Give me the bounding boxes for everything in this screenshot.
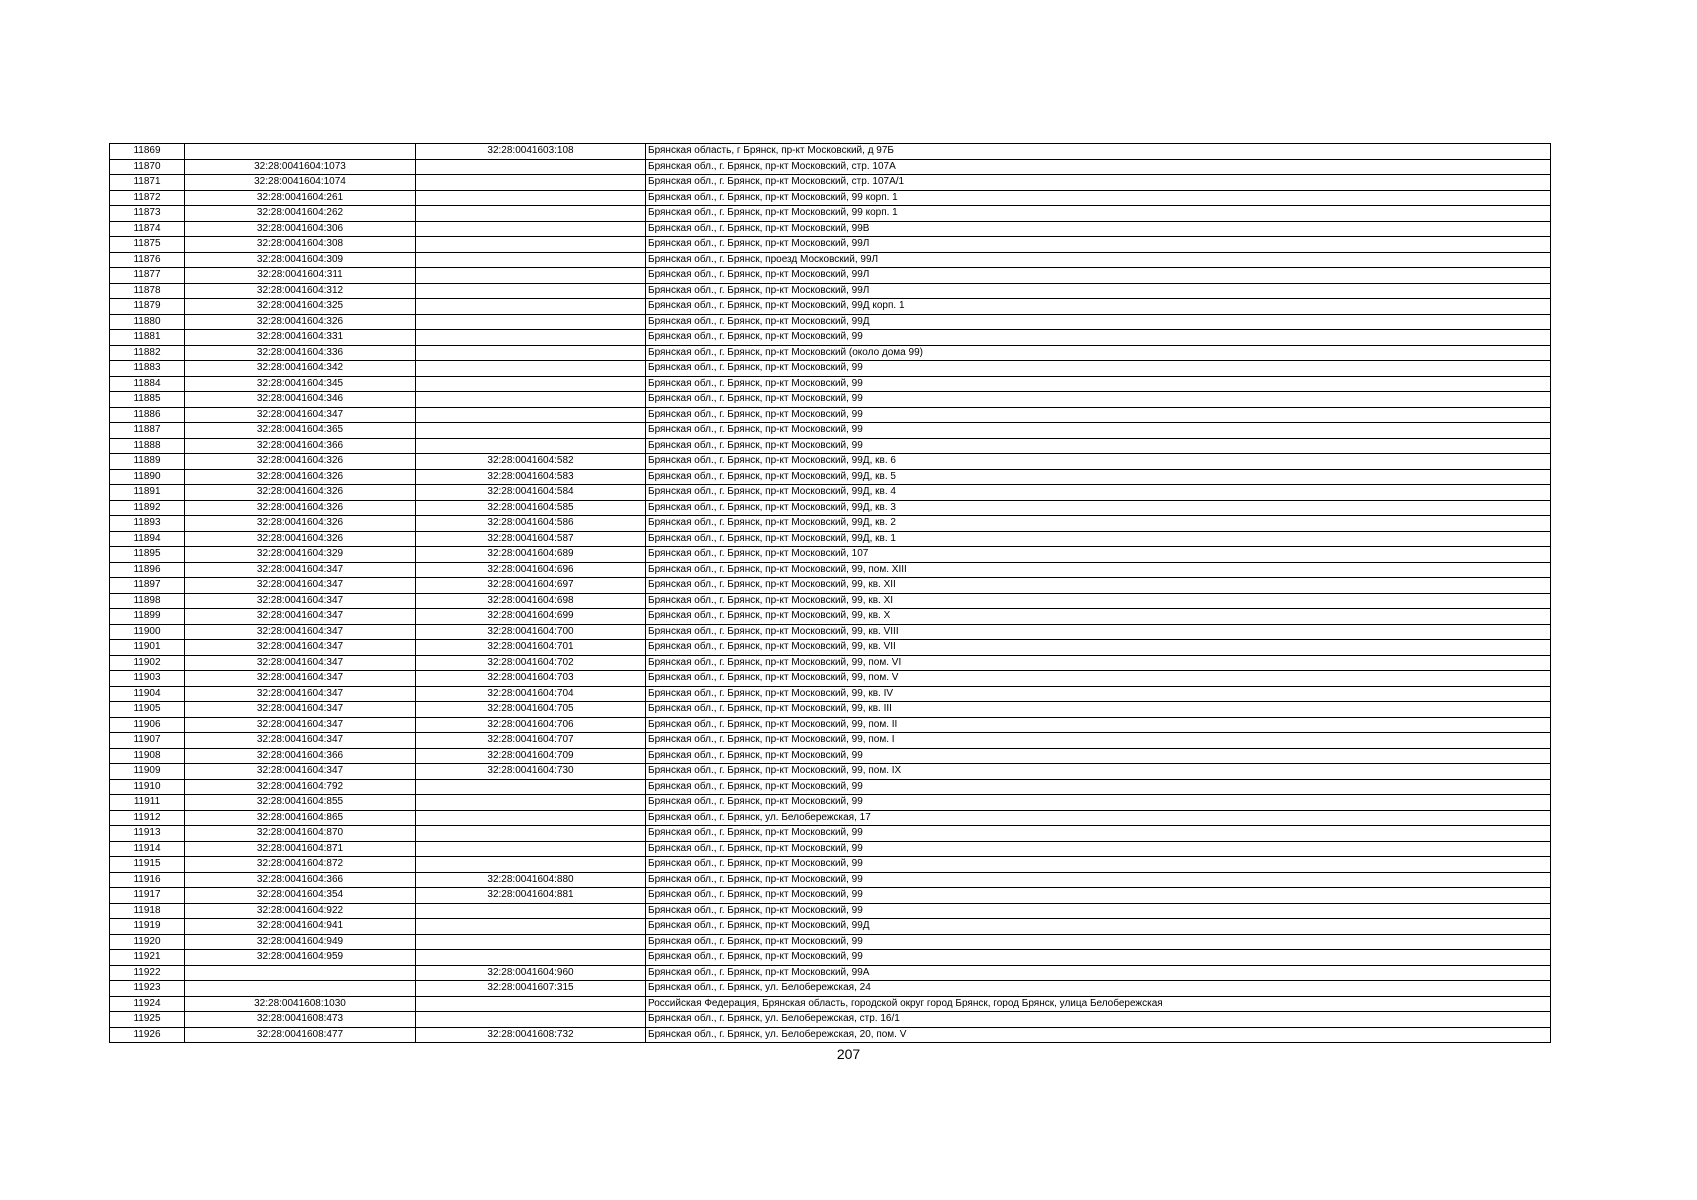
- row-number-cell: 11922: [110, 965, 185, 981]
- table-row: [110, 779, 1551, 795]
- object-number-cell: [416, 314, 646, 330]
- row-number-cell: 11894: [110, 531, 185, 547]
- parcel-number-cell: [185, 965, 416, 981]
- parcel-number-cell: 32:28:0041604:870: [185, 826, 416, 842]
- address-cell: Брянская обл., г. Брянск, пр-кт Московский, 99В: [646, 221, 1551, 237]
- address-cell: Брянская обл., г. Брянск, ул. Белобережская, стр. 16/1: [646, 1012, 1551, 1028]
- address-cell: Брянская обл., г. Брянск, пр-кт Московский, 99: [646, 330, 1551, 346]
- address-cell: Брянская обл., г. Брянск, пр-кт Московский, 99: [646, 826, 1551, 842]
- row-number-cell: 11875: [110, 237, 185, 253]
- object-number-cell: [416, 330, 646, 346]
- parcel-number-cell: [185, 981, 416, 997]
- address-cell: Брянская обл., г. Брянск, пр-кт Московский, 99, пом. IX: [646, 764, 1551, 780]
- address-cell: Брянская обл., г. Брянск, пр-кт Московский, 99, пом. I: [646, 733, 1551, 749]
- table-row: [110, 314, 1551, 330]
- row-number-cell: 11904: [110, 686, 185, 702]
- address-cell: Брянская обл., г. Брянск, пр-кт Московский, стр. 107А: [646, 159, 1551, 175]
- parcel-number-cell: 32:28:0041604:366: [185, 438, 416, 454]
- parcel-number-cell: 32:28:0041604:261: [185, 190, 416, 206]
- row-number-cell: 11884: [110, 376, 185, 392]
- table-row: [110, 934, 1551, 950]
- parcel-number-cell: 32:28:0041604:347: [185, 655, 416, 671]
- parcel-number-cell: 32:28:0041604:347: [185, 764, 416, 780]
- row-number-cell: 11896: [110, 562, 185, 578]
- object-number-cell: 32:28:0041604:585: [416, 500, 646, 516]
- object-number-cell: [416, 795, 646, 811]
- table-row: [110, 252, 1551, 268]
- row-number-cell: 11915: [110, 857, 185, 873]
- object-number-cell: 32:28:0041604:587: [416, 531, 646, 547]
- parcel-number-cell: 32:28:0041604:347: [185, 717, 416, 733]
- address-cell: Брянская обл., г. Брянск, пр-кт Московский, 99: [646, 888, 1551, 904]
- row-number-cell: 11889: [110, 454, 185, 470]
- address-cell: Брянская обл., г. Брянск, пр-кт Московский, 99: [646, 795, 1551, 811]
- parcel-number-cell: 32:28:0041604:329: [185, 547, 416, 563]
- address-cell: Брянская обл., г. Брянск, пр-кт Московский, 99Д, кв. 2: [646, 516, 1551, 532]
- row-number-cell: 11887: [110, 423, 185, 439]
- address-cell: Брянская обл., г. Брянск, пр-кт Московский, 99А: [646, 965, 1551, 981]
- object-number-cell: 32:28:0041604:706: [416, 717, 646, 733]
- parcel-number-cell: 32:28:0041604:311: [185, 268, 416, 284]
- row-number-cell: 11909: [110, 764, 185, 780]
- parcel-number-cell: 32:28:0041604:1074: [185, 175, 416, 191]
- table-row: [110, 810, 1551, 826]
- row-number-cell: 11908: [110, 748, 185, 764]
- parcel-number-cell: 32:28:0041604:872: [185, 857, 416, 873]
- object-number-cell: 32:28:0041604:689: [416, 547, 646, 563]
- parcel-number-cell: [185, 144, 416, 160]
- table-body: [110, 144, 1551, 1043]
- object-number-cell: [416, 361, 646, 377]
- parcel-number-cell: 32:28:0041604:347: [185, 640, 416, 656]
- object-number-cell: 32:28:0041604:707: [416, 733, 646, 749]
- table-row: [110, 423, 1551, 439]
- object-number-cell: [416, 345, 646, 361]
- table-row: [110, 144, 1551, 160]
- row-number-cell: 11899: [110, 609, 185, 625]
- address-cell: Брянская обл., г. Брянск, пр-кт Московский, 99Л: [646, 268, 1551, 284]
- object-number-cell: [416, 206, 646, 222]
- address-cell: Брянская обл., г. Брянск, пр-кт Московский, 99: [646, 407, 1551, 423]
- address-cell: Брянская обл., г. Брянск, пр-кт Московский, 99Л: [646, 283, 1551, 299]
- row-number-cell: 11924: [110, 996, 185, 1012]
- parcel-number-cell: 32:28:0041604:325: [185, 299, 416, 315]
- parcel-number-cell: 32:28:0041604:922: [185, 903, 416, 919]
- row-number-cell: 11910: [110, 779, 185, 795]
- table-row: [110, 624, 1551, 640]
- address-cell: Брянская обл., г. Брянск, пр-кт Московский, 99, пом. V: [646, 671, 1551, 687]
- address-cell: Брянская обл., г. Брянск, пр-кт Московский, 99: [646, 423, 1551, 439]
- object-number-cell: 32:28:0041604:701: [416, 640, 646, 656]
- row-number-cell: 11918: [110, 903, 185, 919]
- object-number-cell: 32:28:0041604:583: [416, 469, 646, 485]
- address-cell: Брянская обл., г. Брянск, пр-кт Московский, 107: [646, 547, 1551, 563]
- row-number-cell: 11874: [110, 221, 185, 237]
- table-row: [110, 640, 1551, 656]
- table-row: [110, 919, 1551, 935]
- table-row: [110, 469, 1551, 485]
- table-row: [110, 531, 1551, 547]
- table-row: [110, 500, 1551, 516]
- table-row: [110, 454, 1551, 470]
- row-number-cell: 11898: [110, 593, 185, 609]
- row-number-cell: 11878: [110, 283, 185, 299]
- object-number-cell: [416, 159, 646, 175]
- parcel-number-cell: 32:28:0041604:347: [185, 609, 416, 625]
- parcel-number-cell: 32:28:0041604:326: [185, 314, 416, 330]
- row-number-cell: 11903: [110, 671, 185, 687]
- parcel-number-cell: 32:28:0041604:347: [185, 686, 416, 702]
- parcel-number-cell: 32:28:0041604:354: [185, 888, 416, 904]
- parcel-number-cell: 32:28:0041604:326: [185, 469, 416, 485]
- object-number-cell: [416, 996, 646, 1012]
- table-row: [110, 733, 1551, 749]
- row-number-cell: 11919: [110, 919, 185, 935]
- table-row: [110, 1012, 1551, 1028]
- address-cell: Брянская обл., г. Брянск, пр-кт Московский, 99Д, кв. 6: [646, 454, 1551, 470]
- address-cell: Брянская обл., г. Брянск, пр-кт Московский, 99: [646, 857, 1551, 873]
- table-row: [110, 299, 1551, 315]
- table-row: [110, 438, 1551, 454]
- row-number-cell: 11912: [110, 810, 185, 826]
- table-row: [110, 407, 1551, 423]
- parcel-number-cell: 32:28:0041604:366: [185, 872, 416, 888]
- row-number-cell: 11877: [110, 268, 185, 284]
- parcel-number-cell: 32:28:0041604:347: [185, 407, 416, 423]
- parcel-number-cell: 32:28:0041604:855: [185, 795, 416, 811]
- parcel-number-cell: 32:28:0041608:473: [185, 1012, 416, 1028]
- address-cell: Брянская обл., г. Брянск, пр-кт Московский, 99: [646, 779, 1551, 795]
- row-number-cell: 11921: [110, 950, 185, 966]
- address-cell: Брянская обл., г. Брянск, ул. Белобережская, 17: [646, 810, 1551, 826]
- parcel-number-cell: 32:28:0041604:309: [185, 252, 416, 268]
- parcel-number-cell: 32:28:0041604:365: [185, 423, 416, 439]
- parcel-number-cell: 32:28:0041604:347: [185, 593, 416, 609]
- table-row: [110, 221, 1551, 237]
- address-cell: Брянская обл., г. Брянск, пр-кт Московский, 99Д, кв. 4: [646, 485, 1551, 501]
- address-cell: Брянская обл., г. Брянск, пр-кт Московский, стр. 107А/1: [646, 175, 1551, 191]
- table-row: [110, 903, 1551, 919]
- address-cell: Брянская обл., г. Брянск, ул. Белобережская, 20, пом. V: [646, 1027, 1551, 1043]
- row-number-cell: 11907: [110, 733, 185, 749]
- table-row: [110, 950, 1551, 966]
- object-number-cell: [416, 299, 646, 315]
- table-row: [110, 826, 1551, 842]
- table-row: [110, 330, 1551, 346]
- parcel-number-cell: 32:28:0041604:346: [185, 392, 416, 408]
- object-number-cell: 32:28:0041604:697: [416, 578, 646, 594]
- row-number-cell: 11871: [110, 175, 185, 191]
- table-row: [110, 686, 1551, 702]
- parcel-number-cell: 32:28:0041604:871: [185, 841, 416, 857]
- address-cell: Брянская обл., г. Брянск, пр-кт Московский, 99: [646, 841, 1551, 857]
- object-number-cell: [416, 221, 646, 237]
- table-row: [110, 996, 1551, 1012]
- object-number-cell: [416, 392, 646, 408]
- address-cell: Брянская обл., г. Брянск, пр-кт Московский, 99, кв. X: [646, 609, 1551, 625]
- table-row: [110, 795, 1551, 811]
- row-number-cell: 11893: [110, 516, 185, 532]
- parcel-number-cell: 32:28:0041604:326: [185, 516, 416, 532]
- address-cell: Брянская обл., г. Брянск, пр-кт Московский, 99, пом. VI: [646, 655, 1551, 671]
- address-cell: Брянская обл., г. Брянск, пр-кт Московский, 99, кв. IV: [646, 686, 1551, 702]
- parcel-number-cell: 32:28:0041604:345: [185, 376, 416, 392]
- table-row: [110, 485, 1551, 501]
- address-cell: Брянская обл., г. Брянск, пр-кт Московский, 99Л: [646, 237, 1551, 253]
- table-row: [110, 857, 1551, 873]
- table-row: [110, 717, 1551, 733]
- row-number-cell: 11885: [110, 392, 185, 408]
- object-number-cell: 32:28:0041604:582: [416, 454, 646, 470]
- parcel-number-cell: 32:28:0041604:262: [185, 206, 416, 222]
- object-number-cell: [416, 438, 646, 454]
- object-number-cell: 32:28:0041604:705: [416, 702, 646, 718]
- address-cell: Брянская обл., г. Брянск, пр-кт Московский, 99: [646, 950, 1551, 966]
- object-number-cell: [416, 919, 646, 935]
- object-number-cell: 32:28:0041604:880: [416, 872, 646, 888]
- parcel-number-cell: 32:28:0041604:331: [185, 330, 416, 346]
- row-number-cell: 11917: [110, 888, 185, 904]
- object-number-cell: [416, 1012, 646, 1028]
- object-number-cell: 32:28:0041604:881: [416, 888, 646, 904]
- row-number-cell: 11879: [110, 299, 185, 315]
- address-cell: Брянская обл., г. Брянск, пр-кт Московский, 99: [646, 748, 1551, 764]
- object-number-cell: 32:28:0041604:698: [416, 593, 646, 609]
- parcel-number-cell: 32:28:0041604:347: [185, 702, 416, 718]
- row-number-cell: 11901: [110, 640, 185, 656]
- row-number-cell: 11892: [110, 500, 185, 516]
- object-number-cell: [416, 252, 646, 268]
- table-row: [110, 655, 1551, 671]
- address-cell: Брянская обл., г. Брянск, пр-кт Московский, 99, кв. XII: [646, 578, 1551, 594]
- row-number-cell: 11881: [110, 330, 185, 346]
- object-number-cell: [416, 841, 646, 857]
- address-cell: Брянская обл., г. Брянск, пр-кт Московский, 99Д: [646, 314, 1551, 330]
- object-number-cell: 32:28:0041604:584: [416, 485, 646, 501]
- parcel-number-cell: 32:28:0041604:865: [185, 810, 416, 826]
- table-row: [110, 159, 1551, 175]
- address-cell: Российская Федерация, Брянская область, городской округ город Брянск, город Брянск, улица Белобережская: [646, 996, 1551, 1012]
- parcel-number-cell: 32:28:0041604:792: [185, 779, 416, 795]
- row-number-cell: 11923: [110, 981, 185, 997]
- address-cell: Брянская обл., г. Брянск, пр-кт Московский, 99Д, кв. 5: [646, 469, 1551, 485]
- table-row: [110, 283, 1551, 299]
- table-row: [110, 578, 1551, 594]
- parcel-number-cell: 32:28:0041604:959: [185, 950, 416, 966]
- row-number-cell: 11870: [110, 159, 185, 175]
- row-number-cell: 11905: [110, 702, 185, 718]
- object-number-cell: 32:28:0041604:709: [416, 748, 646, 764]
- table-row: [110, 888, 1551, 904]
- object-number-cell: 32:28:0041603:108: [416, 144, 646, 160]
- object-number-cell: [416, 376, 646, 392]
- row-number-cell: 11880: [110, 314, 185, 330]
- parcel-number-cell: 32:28:0041604:347: [185, 578, 416, 594]
- object-number-cell: 32:28:0041604:704: [416, 686, 646, 702]
- table-row: [110, 872, 1551, 888]
- parcel-number-cell: 32:28:0041604:326: [185, 531, 416, 547]
- parcel-number-cell: 32:28:0041604:1073: [185, 159, 416, 175]
- row-number-cell: 11897: [110, 578, 185, 594]
- parcel-number-cell: 32:28:0041604:366: [185, 748, 416, 764]
- object-number-cell: [416, 934, 646, 950]
- table-row: [110, 1027, 1551, 1043]
- row-number-cell: 11895: [110, 547, 185, 563]
- row-number-cell: 11906: [110, 717, 185, 733]
- object-number-cell: [416, 826, 646, 842]
- address-cell: Брянская обл., г. Брянск, пр-кт Московский, 99, кв. VII: [646, 640, 1551, 656]
- object-number-cell: [416, 903, 646, 919]
- table-row: [110, 237, 1551, 253]
- address-cell: Брянская обл., г. Брянск, пр-кт Московский, 99, кв. III: [646, 702, 1551, 718]
- parcel-number-cell: 32:28:0041604:326: [185, 485, 416, 501]
- object-number-cell: [416, 283, 646, 299]
- row-number-cell: 11916: [110, 872, 185, 888]
- row-number-cell: 11888: [110, 438, 185, 454]
- table-row: [110, 702, 1551, 718]
- table-row: [110, 190, 1551, 206]
- cadastral-register-table: [109, 143, 1551, 1043]
- row-number-cell: 11890: [110, 469, 185, 485]
- object-number-cell: 32:28:0041604:702: [416, 655, 646, 671]
- parcel-number-cell: 32:28:0041604:336: [185, 345, 416, 361]
- row-number-cell: 11914: [110, 841, 185, 857]
- row-number-cell: 11873: [110, 206, 185, 222]
- row-number-cell: 11886: [110, 407, 185, 423]
- object-number-cell: [416, 810, 646, 826]
- table-row: [110, 764, 1551, 780]
- parcel-number-cell: 32:28:0041604:347: [185, 733, 416, 749]
- table-row: [110, 965, 1551, 981]
- table-row: [110, 392, 1551, 408]
- parcel-number-cell: 32:28:0041604:326: [185, 454, 416, 470]
- row-number-cell: 11876: [110, 252, 185, 268]
- address-cell: Брянская обл., г. Брянск, пр-кт Московский, 99: [646, 376, 1551, 392]
- row-number-cell: 11913: [110, 826, 185, 842]
- table-row: [110, 206, 1551, 222]
- address-cell: Брянская обл., г. Брянск, пр-кт Московский, 99: [646, 361, 1551, 377]
- parcel-number-cell: 32:28:0041604:941: [185, 919, 416, 935]
- address-cell: Брянская обл., г. Брянск, пр-кт Московский, 99, кв. XI: [646, 593, 1551, 609]
- address-cell: Брянская обл., г. Брянск, пр-кт Московский, 99: [646, 392, 1551, 408]
- row-number-cell: 11911: [110, 795, 185, 811]
- object-number-cell: 32:28:0041608:732: [416, 1027, 646, 1043]
- table-row: [110, 748, 1551, 764]
- parcel-number-cell: 32:28:0041604:306: [185, 221, 416, 237]
- object-number-cell: 32:28:0041604:730: [416, 764, 646, 780]
- object-number-cell: 32:28:0041604:586: [416, 516, 646, 532]
- row-number-cell: 11872: [110, 190, 185, 206]
- object-number-cell: [416, 237, 646, 253]
- parcel-number-cell: 32:28:0041604:312: [185, 283, 416, 299]
- address-cell: Брянская обл., г. Брянск, пр-кт Московский, 99Д: [646, 919, 1551, 935]
- address-cell: Брянская обл., г. Брянск, пр-кт Московский, 99 корп. 1: [646, 190, 1551, 206]
- object-number-cell: 32:28:0041604:699: [416, 609, 646, 625]
- object-number-cell: 32:28:0041604:960: [416, 965, 646, 981]
- table-row: [110, 516, 1551, 532]
- object-number-cell: [416, 423, 646, 439]
- row-number-cell: 11920: [110, 934, 185, 950]
- address-cell: Брянская обл., г. Брянск, пр-кт Московский, 99: [646, 903, 1551, 919]
- parcel-number-cell: 32:28:0041604:949: [185, 934, 416, 950]
- object-number-cell: [416, 857, 646, 873]
- address-cell: Брянская обл., г. Брянск, пр-кт Московский, 99: [646, 438, 1551, 454]
- address-cell: Брянская область, г Брянск, пр-кт Московский, д 97Б: [646, 144, 1551, 160]
- parcel-number-cell: 32:28:0041604:342: [185, 361, 416, 377]
- row-number-cell: 11900: [110, 624, 185, 640]
- object-number-cell: 32:28:0041604:696: [416, 562, 646, 578]
- address-cell: Брянская обл., г. Брянск, проезд Московский, 99Л: [646, 252, 1551, 268]
- row-number-cell: 11869: [110, 144, 185, 160]
- table-row: [110, 361, 1551, 377]
- parcel-number-cell: 32:28:0041604:347: [185, 671, 416, 687]
- object-number-cell: 32:28:0041607:315: [416, 981, 646, 997]
- row-number-cell: 11882: [110, 345, 185, 361]
- parcel-number-cell: 32:28:0041608:477: [185, 1027, 416, 1043]
- address-cell: Брянская обл., г. Брянск, пр-кт Московский, 99Д корп. 1: [646, 299, 1551, 315]
- parcel-number-cell: 32:28:0041604:326: [185, 500, 416, 516]
- object-number-cell: [416, 175, 646, 191]
- row-number-cell: 11883: [110, 361, 185, 377]
- address-cell: Брянская обл., г. Брянск, пр-кт Московский, 99 корп. 1: [646, 206, 1551, 222]
- table-row: [110, 671, 1551, 687]
- table-row: [110, 609, 1551, 625]
- table-row: [110, 562, 1551, 578]
- object-number-cell: 32:28:0041604:700: [416, 624, 646, 640]
- object-number-cell: 32:28:0041604:703: [416, 671, 646, 687]
- address-cell: Брянская обл., г. Брянск, пр-кт Московский, 99Д, кв. 1: [646, 531, 1551, 547]
- row-number-cell: 11926: [110, 1027, 185, 1043]
- table-row: [110, 268, 1551, 284]
- address-cell: Брянская обл., г. Брянск, пр-кт Московский, 99, пом. II: [646, 717, 1551, 733]
- table-row: [110, 981, 1551, 997]
- object-number-cell: [416, 950, 646, 966]
- table-row: [110, 547, 1551, 563]
- address-cell: Брянская обл., г. Брянск, ул. Белобережская, 24: [646, 981, 1551, 997]
- page-number: 207: [836, 1046, 861, 1062]
- row-number-cell: 11902: [110, 655, 185, 671]
- row-number-cell: 11891: [110, 485, 185, 501]
- parcel-number-cell: 32:28:0041604:347: [185, 624, 416, 640]
- object-number-cell: [416, 407, 646, 423]
- address-cell: Брянская обл., г. Брянск, пр-кт Московский, 99, кв. VIII: [646, 624, 1551, 640]
- address-cell: Брянская обл., г. Брянск, пр-кт Московский (около дома 99): [646, 345, 1551, 361]
- object-number-cell: [416, 268, 646, 284]
- address-cell: Брянская обл., г. Брянск, пр-кт Московский, 99: [646, 934, 1551, 950]
- table-row: [110, 345, 1551, 361]
- table-row: [110, 841, 1551, 857]
- parcel-number-cell: 32:28:0041608:1030: [185, 996, 416, 1012]
- address-cell: Брянская обл., г. Брянск, пр-кт Московский, 99: [646, 872, 1551, 888]
- parcel-number-cell: 32:28:0041604:347: [185, 562, 416, 578]
- table-row: [110, 376, 1551, 392]
- address-cell: Брянская обл., г. Брянск, пр-кт Московский, 99, пом. XIII: [646, 562, 1551, 578]
- object-number-cell: [416, 190, 646, 206]
- table-row: [110, 593, 1551, 609]
- parcel-number-cell: 32:28:0041604:308: [185, 237, 416, 253]
- object-number-cell: [416, 779, 646, 795]
- row-number-cell: 11925: [110, 1012, 185, 1028]
- address-cell: Брянская обл., г. Брянск, пр-кт Московский, 99Д, кв. 3: [646, 500, 1551, 516]
- table-row: [110, 175, 1551, 191]
